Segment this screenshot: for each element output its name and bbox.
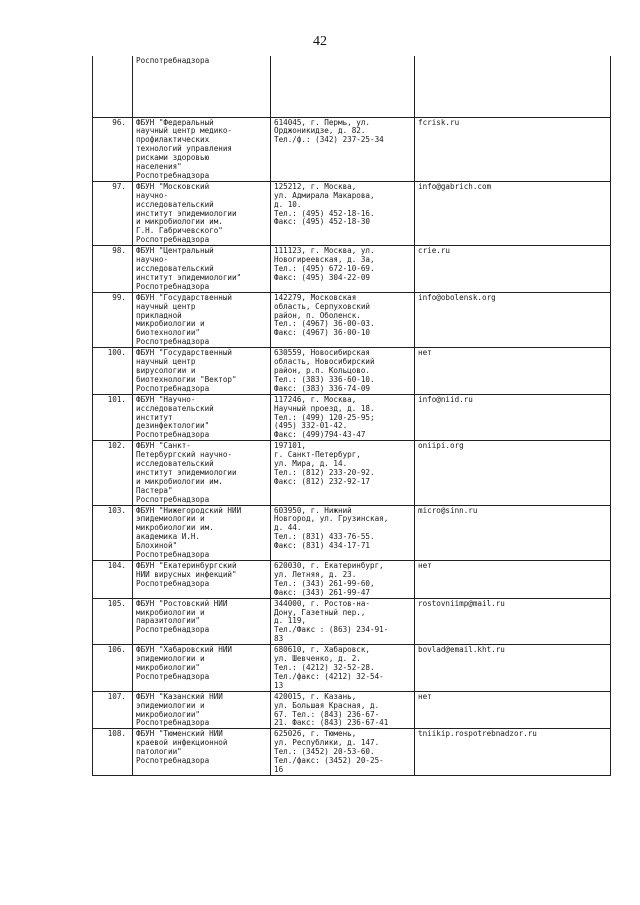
table-body (93, 56, 611, 775)
institute-address: 630559, Новосибирская область, Новосибирский район, р.п. Кольцово. Тел.: (383) 336-60-10. Факс: (383) 336-74-09 (271, 348, 415, 395)
table-row (93, 394, 611, 441)
institute-website: нет (415, 561, 611, 599)
row-number: 103. (93, 505, 133, 560)
row-number (93, 56, 133, 117)
institute-website: info@niid.ru (415, 394, 611, 441)
institute-website: info@gabrich.com (415, 181, 611, 245)
table-row (93, 598, 611, 645)
institute-name: ФБУН "Нижегородский НИИ эпидемиологии и микробиологии им. академика И.Н. Блохиной" Роспотребнадзора (133, 505, 271, 560)
institute-address: 344000, г. Ростов-на- Дону, Газетный пер., д. 119, Тел./Факс : (863) 234-91- 83 (271, 598, 415, 645)
row-number: 101. (93, 394, 133, 441)
row-number: 99. (93, 292, 133, 347)
institute-name: Роспотребнадзора (133, 56, 271, 117)
row-number: 102. (93, 441, 133, 505)
table-row (93, 246, 611, 293)
row-number: 100. (93, 348, 133, 395)
institute-website: micro@sinn.ru (415, 505, 611, 560)
institute-website: fcrisk.ru (415, 117, 611, 181)
institute-address: 197101, г. Санкт-Петербург, ул. Мира, д. 14. Тел.: (812) 233-20-92. Факс: (812) 232-92-17 (271, 441, 415, 505)
institute-address: 420015, г. Казань, ул. Большая Красная, д. 67. Тел.: (843) 236-67- 21. Факс: (843) 236-67-41 (271, 691, 415, 729)
institute-website: rostovniimp@mail.ru (415, 598, 611, 645)
row-number: 96. (93, 117, 133, 181)
institute-address: 614045, г. Пермь, ул. Орджоникидзе, д. 82. Тел./ф.: (342) 237-25-34 (271, 117, 415, 181)
institute-address: 111123, г. Москва, ул. Новогиреевская, д. 3а, Тел.: (495) 672-10-69. Факс: (495) 304-22-09 (271, 246, 415, 293)
page-number: 42 (313, 34, 327, 49)
row-number: 97. (93, 181, 133, 245)
institute-website: tniikip.rospotrebnadzor.ru (415, 729, 611, 776)
institute-name: ФБУН "Санкт- Петербургский научно- исследовательский институт эпидемиологии и микробиологии им. Пастера" Роспотребнадзора (133, 441, 271, 505)
institute-name: ФБУН "Казанский НИИ эпидемиологии и микробиологии" Роспотребнадзора (133, 691, 271, 729)
institute-name: ФБУН "Федеральный научный центр медико- профилактических технологий управления рисками здоровью населения" Роспотребнадзора (133, 117, 271, 181)
institute-name: ФБУН "Хабаровский НИИ эпидемиологии и микробиологии" Роспотребнадзора (133, 645, 271, 692)
institute-name: ФБУН "Московский научно- исследовательский институт эпидемиологии и микробиологии им. Г.Н. Габричевского" Роспотребнадзора (133, 181, 271, 245)
institutes-table (92, 56, 611, 776)
institute-address: 625026, г. Тюмень, ул. Республики, д. 147. Тел.: (3452) 20-53-60. Тел./факс: (3452) 20-25- 16 (271, 729, 415, 776)
table-row (93, 645, 611, 692)
table-row (93, 691, 611, 729)
institute-website: нет (415, 691, 611, 729)
row-number: 104. (93, 561, 133, 599)
institute-website: нет (415, 348, 611, 395)
institute-address: 680610, г. Хабаровск, ул. Шевченко, д. 2. Тел.: (4212) 32-52-28. Тел./факс: (4212) 32-54- 13 (271, 645, 415, 692)
institute-address: 142279, Московская область, Серпуховский район, п. Оболенск. Тел.: (4967) 36-00-03. Факс: (4967) 36-00-10 (271, 292, 415, 347)
row-number: 106. (93, 645, 133, 692)
table-row (93, 441, 611, 505)
table-row (93, 292, 611, 347)
institute-address: 125212, г. Москва, ул. Адмирала Макарова, д. 10. Тел.: (495) 452-18-16. Факс: (495) 452-18-30 (271, 181, 415, 245)
table-row (93, 505, 611, 560)
institute-website (415, 56, 611, 117)
table-row (93, 181, 611, 245)
institute-name: ФБУН "Тюменский НИИ краевой инфекционной патологии" Роспотребнадзора (133, 729, 271, 776)
institute-website: oniipi.org (415, 441, 611, 505)
table-row (93, 561, 611, 599)
institute-name: ФБУН "Центральный научно- исследовательский институт эпидемиологии" Роспотребнадзора (133, 246, 271, 293)
institute-name: ФБУН "Научно- исследовательский институт дезинфектологии" Роспотребнадзора (133, 394, 271, 441)
institute-name: ФБУН "Екатеринбургский НИИ вирусных инфекций" Роспотребнадзора (133, 561, 271, 599)
institute-website: bovlad@email.kht.ru (415, 645, 611, 692)
institute-address: 620030, г. Екатеринбург, ул. Летняя, д. 23. Тел.: (343) 261-99-60, Факс: (343) 261-99-47 (271, 561, 415, 599)
institute-address: 117246, г. Москва, Научный проезд, д. 18. Тел.: (499) 120-25-95; (495) 332-01-42. Факс: (499)794-43-47 (271, 394, 415, 441)
institute-website: crie.ru (415, 246, 611, 293)
institute-name: ФБУН "Государственный научный центр вирусологии и биотехнологии "Вектор" Роспотребнадзора (133, 348, 271, 395)
row-number: 107. (93, 691, 133, 729)
row-number: 105. (93, 598, 133, 645)
table-row (93, 729, 611, 776)
institute-address: 603950, г. Нижний Новгород, ул. Грузинская, д. 44. Тел.: (831) 433-76-55. Факс: (831) 434-17-71 (271, 505, 415, 560)
institute-name: ФБУН "Государственный научный центр прикладной микробиологии и биотехнологии" Роспотребнадзора (133, 292, 271, 347)
row-number: 98. (93, 246, 133, 293)
row-number: 108. (93, 729, 133, 776)
table-row-continuation (93, 56, 611, 117)
institute-name: ФБУН "Ростовский НИИ микробиологии и паразитологии" Роспотребнадзора (133, 598, 271, 645)
institute-address (271, 56, 415, 117)
table-row (93, 348, 611, 395)
institute-website: info@obolensk.org (415, 292, 611, 347)
table-row (93, 117, 611, 181)
